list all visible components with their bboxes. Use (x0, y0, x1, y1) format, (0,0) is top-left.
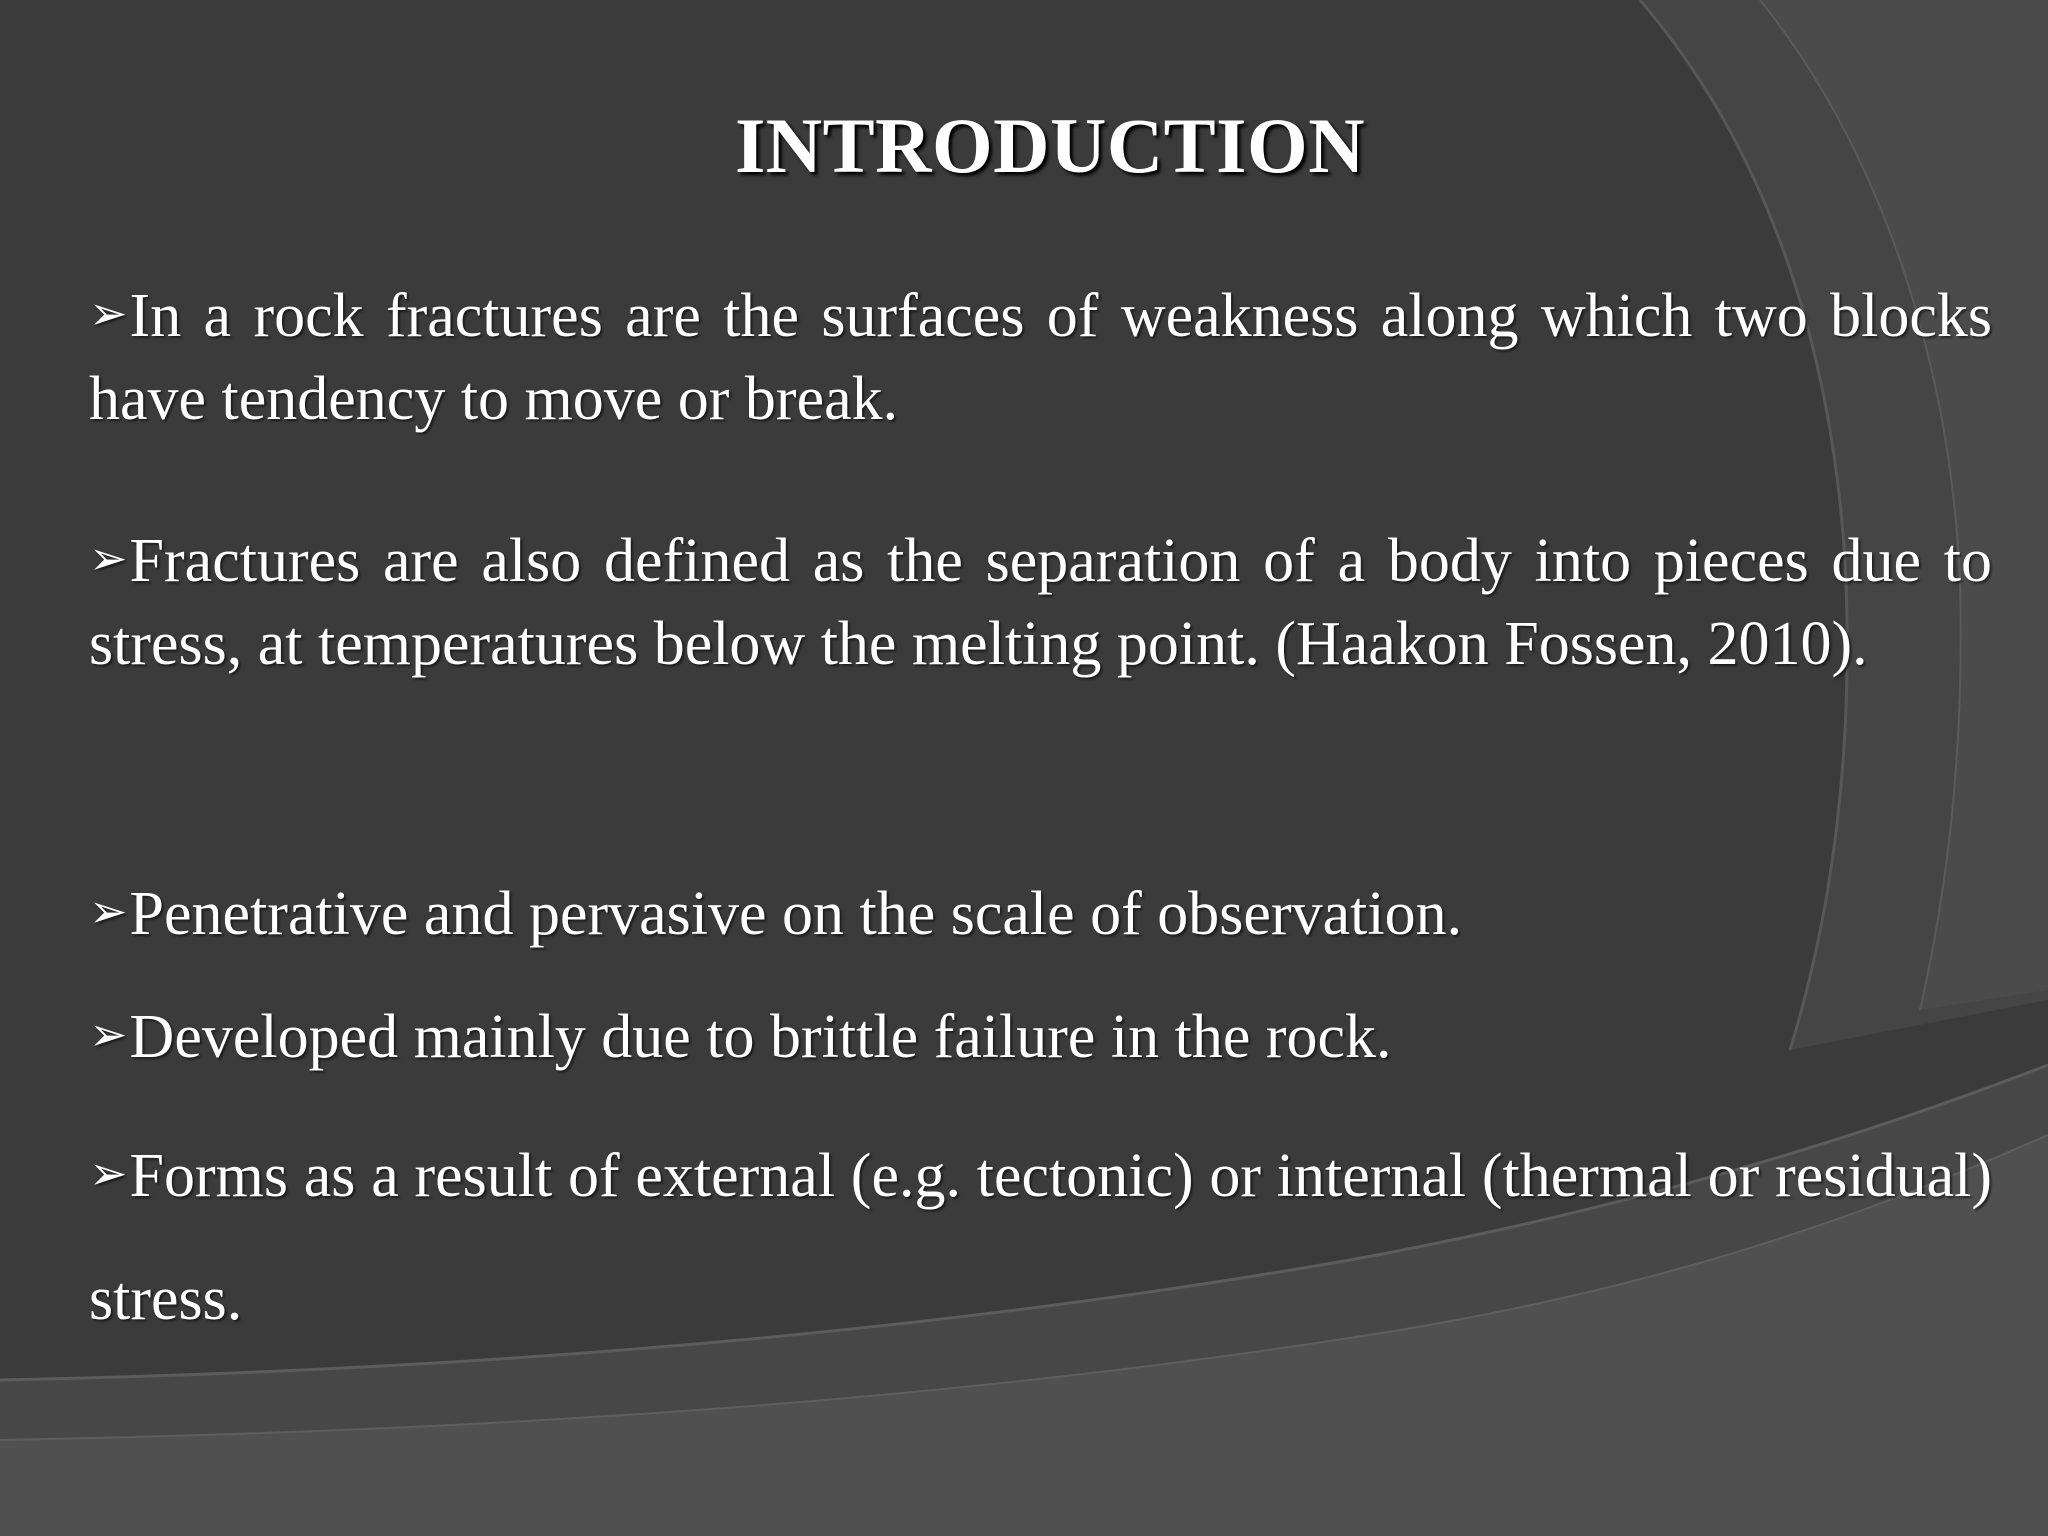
bullet-4-text: Developed mainly due to brittle failure in the rock. (129, 1003, 1392, 1071)
arrow-bullet-icon: ➢ (89, 884, 128, 938)
bullet-5 (89, 1112, 1992, 1361)
bullet-2 (89, 517, 1992, 686)
arrow-bullet-icon: ➢ (89, 1146, 128, 1200)
bullet-5-text: Forms as a result of external (e.g. tectonic) or internal (thermal or residual) stress. (89, 1142, 1992, 1333)
arrow-bullet-icon: ➢ (89, 531, 128, 585)
arrow-bullet-icon: ➢ (89, 286, 128, 340)
bullet-3 (89, 870, 1992, 956)
bullet-4 (89, 993, 1992, 1079)
bullet-2-text: Fractures are also defined as the separation of a body into pieces due to stress, at temperatures below the melting point. (Haakon Fossen, 2010). (89, 527, 1992, 678)
arrow-bullet-icon: ➢ (89, 1007, 128, 1061)
bullet-3-text: Penetrative and pervasive on the scale of observation. (129, 880, 1463, 948)
bullet-1 (89, 272, 1992, 441)
bullet-1-text: In a rock fractures are the surfaces of weakness along which two blocks have tendency to move or break. (89, 282, 1992, 433)
slide-title: INTRODUCTION (734, 102, 1366, 189)
